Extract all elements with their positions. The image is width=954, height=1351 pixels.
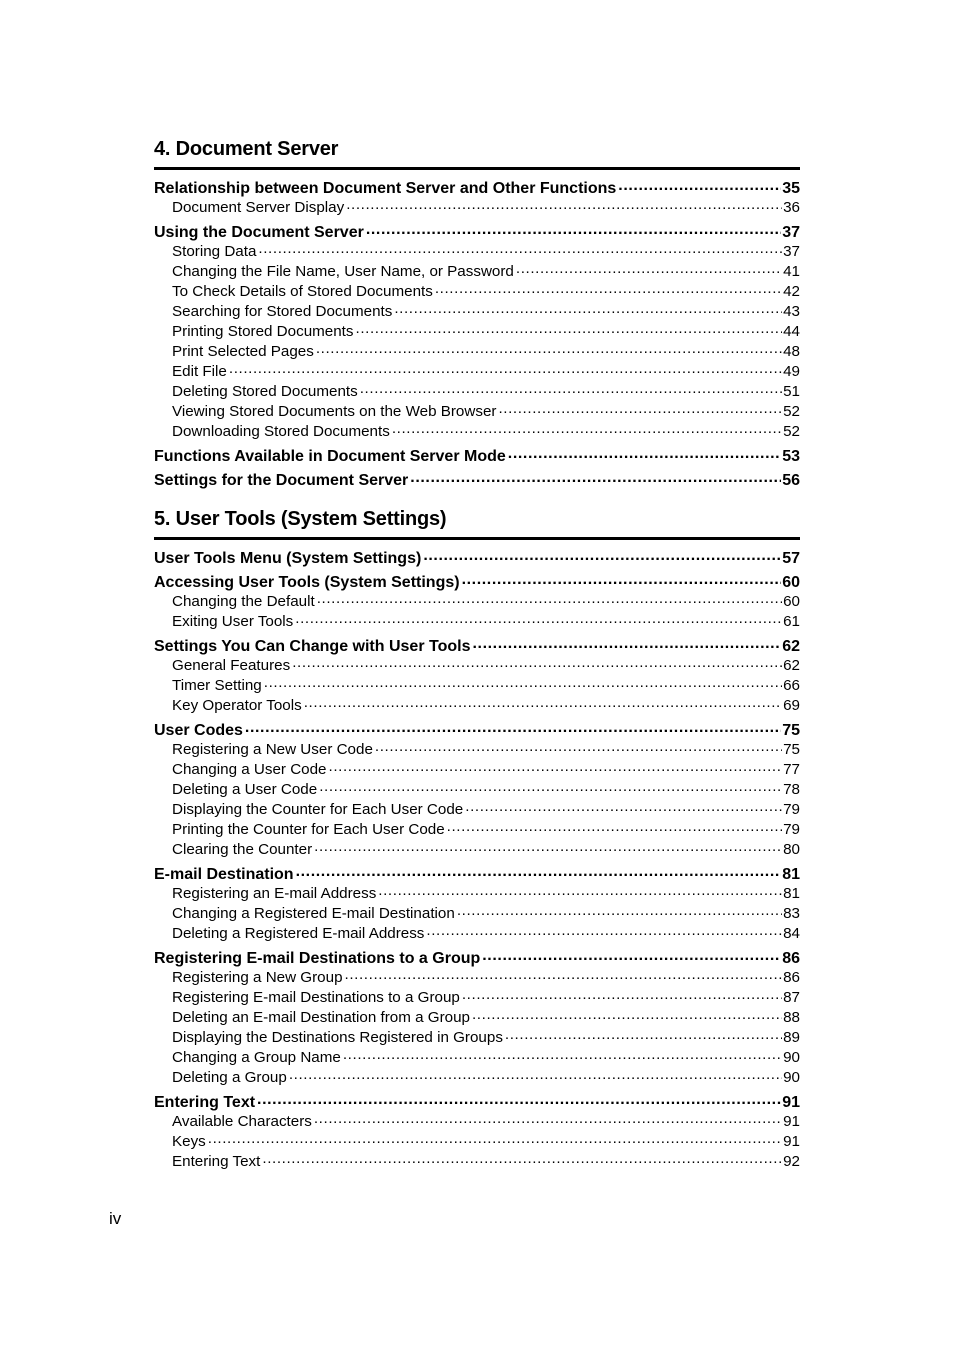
dot-leader xyxy=(472,635,781,651)
toc-entry-title: Changing the Default xyxy=(172,593,315,611)
dot-leader xyxy=(378,883,782,898)
toc-section-entry[interactable] xyxy=(154,177,800,197)
toc-entry-page: 91 xyxy=(783,1133,800,1151)
toc-entry-page: 86 xyxy=(783,969,800,987)
toc-entry-page: 81 xyxy=(783,885,800,903)
toc-entry-title: Viewing Stored Documents on the Web Browser xyxy=(172,403,497,421)
toc-subsection-entry[interactable] xyxy=(154,401,800,421)
dot-leader xyxy=(292,655,782,670)
toc-entry-title: General Features xyxy=(172,657,291,675)
toc-entry-page: 78 xyxy=(783,781,800,799)
toc-entry-title: Displaying the Counter for Each User Code xyxy=(172,801,464,819)
toc-section-entry[interactable] xyxy=(154,863,800,883)
toc-entry-title: Registering a New User Code xyxy=(172,741,373,759)
toc-entry-title: Deleting Stored Documents xyxy=(172,383,358,401)
page-number: iv xyxy=(109,1209,122,1228)
toc-entry-title: E-mail Destination xyxy=(154,866,294,883)
toc-section-entry[interactable] xyxy=(154,445,800,465)
toc-entry-title: Entering Text xyxy=(154,1094,256,1111)
toc-entry-page: 90 xyxy=(783,1049,800,1067)
toc-entry-page: 52 xyxy=(783,403,800,421)
toc-subsection-entry[interactable] xyxy=(154,1131,800,1151)
dot-leader xyxy=(314,1111,782,1126)
toc-entry-page: 77 xyxy=(783,761,800,779)
toc-entry-title: Relationship between Document Server and Other Functions xyxy=(154,180,617,197)
toc-entry-title: Deleting an E-mail Destination from a Group xyxy=(172,1009,470,1027)
dot-leader xyxy=(345,967,783,982)
toc-section-entry[interactable] xyxy=(154,635,800,655)
dot-leader xyxy=(426,923,782,938)
chapter-4 xyxy=(154,135,800,489)
dot-leader xyxy=(375,739,782,754)
toc-entry-title: Displaying the Destinations Registered in Groups xyxy=(172,1029,503,1047)
dot-leader xyxy=(618,177,781,193)
dot-leader xyxy=(465,799,782,814)
toc-subsection-entry[interactable] xyxy=(154,611,800,631)
toc-subsection-entry[interactable] xyxy=(154,883,800,903)
dot-leader xyxy=(343,1047,782,1062)
toc-entry-page: 87 xyxy=(783,989,800,1007)
toc-subsection-entry[interactable] xyxy=(154,923,800,943)
dot-leader xyxy=(295,611,782,626)
chapter-title: 4. Document Server xyxy=(154,135,800,170)
toc-entry-page: 49 xyxy=(783,363,800,381)
toc-entry-title: Registering an E-mail Address xyxy=(172,885,377,903)
toc-subsection-entry[interactable] xyxy=(154,987,800,1007)
toc-entry-title: Clearing the Counter xyxy=(172,841,313,859)
toc-subsection-entry[interactable] xyxy=(154,1027,800,1047)
toc-entry-page: 48 xyxy=(783,343,800,361)
toc-subsection-entry[interactable] xyxy=(154,421,800,441)
toc-subsection-entry[interactable] xyxy=(154,591,800,611)
chapter-5 xyxy=(154,505,800,1171)
toc-entry-page: 52 xyxy=(783,423,800,441)
dot-leader xyxy=(366,221,781,237)
toc-entry-page: 60 xyxy=(782,574,800,591)
toc-entry-page: 79 xyxy=(783,821,800,839)
dot-leader xyxy=(482,947,781,963)
toc-entry-title: Functions Available in Document Server Mode xyxy=(154,448,506,465)
toc-entry-title: To Check Details of Stored Documents xyxy=(172,283,433,301)
chapter-entries xyxy=(154,547,800,1171)
toc-subsection-entry[interactable] xyxy=(154,819,800,839)
toc-section-entry[interactable] xyxy=(154,1091,800,1111)
dot-leader xyxy=(346,197,782,212)
toc-entry-title: Available Characters xyxy=(172,1113,312,1131)
toc-entry-title: Print Selected Pages xyxy=(172,343,314,361)
dot-leader xyxy=(516,261,782,276)
toc-entry-title: Accessing User Tools (System Settings) xyxy=(154,574,460,591)
toc-entry-page: 88 xyxy=(783,1009,800,1027)
toc-entry-title: Exiting User Tools xyxy=(172,613,294,631)
dot-leader xyxy=(472,1007,782,1022)
dot-leader xyxy=(394,301,782,316)
toc-entry-title: Printing the Counter for Each User Code xyxy=(172,821,445,839)
dot-leader xyxy=(258,241,782,256)
toc-entry-title: Registering E-mail Destinations to a Group xyxy=(172,989,460,1007)
toc-entry-page: 51 xyxy=(783,383,800,401)
toc-subsection-entry[interactable] xyxy=(154,261,800,281)
dot-leader xyxy=(229,361,782,376)
toc-entry-page: 75 xyxy=(782,722,800,739)
toc-subsection-entry[interactable] xyxy=(154,1151,800,1171)
chapter-title: 5. User Tools (System Settings) xyxy=(154,505,800,540)
dot-leader xyxy=(498,401,782,416)
toc-entry-page: 89 xyxy=(783,1029,800,1047)
toc-entry-page: 35 xyxy=(782,180,800,197)
toc-subsection-entry[interactable] xyxy=(154,281,800,301)
toc-entry-title: Changing a Registered E-mail Destination xyxy=(172,905,455,923)
toc-entry-title: Registering E-mail Destinations to a Group xyxy=(154,950,481,967)
toc-entry-page: 92 xyxy=(783,1153,800,1171)
toc-entry-title: Registering a New Group xyxy=(172,969,343,987)
toc-subsection-entry[interactable] xyxy=(154,361,800,381)
toc-subsection-entry[interactable] xyxy=(154,759,800,779)
toc-entry-title: Using the Document Server xyxy=(154,224,364,241)
toc-entry-page: 80 xyxy=(783,841,800,859)
toc-entry-page: 44 xyxy=(783,323,800,341)
toc-entry-title: Printing Stored Documents xyxy=(172,323,354,341)
dot-leader xyxy=(329,759,783,774)
toc-entry-page: 43 xyxy=(783,303,800,321)
table-of-contents xyxy=(154,135,800,1171)
toc-entry-page: 53 xyxy=(782,448,800,465)
toc-entry-title: Edit File xyxy=(172,363,227,381)
toc-entry-page: 62 xyxy=(782,638,800,655)
dot-leader xyxy=(508,445,781,461)
dot-leader xyxy=(360,381,782,396)
toc-entry-title: User Codes xyxy=(154,722,243,739)
toc-entry-title: Deleting a Group xyxy=(172,1069,287,1087)
toc-section-entry[interactable] xyxy=(154,947,800,967)
dot-leader xyxy=(356,321,783,336)
dot-leader xyxy=(296,863,782,879)
toc-subsection-entry[interactable] xyxy=(154,1067,800,1087)
dot-leader xyxy=(317,591,782,606)
toc-subsection-entry[interactable] xyxy=(154,1047,800,1067)
toc-entry-page: 37 xyxy=(783,243,800,261)
toc-entry-page: 69 xyxy=(783,697,800,715)
toc-entry-page: 57 xyxy=(782,550,800,567)
toc-entry-page: 84 xyxy=(783,925,800,943)
toc-entry-title: Storing Data xyxy=(172,243,257,261)
toc-entry-title: Changing the File Name, User Name, or Password xyxy=(172,263,514,281)
toc-subsection-entry[interactable] xyxy=(154,301,800,321)
dot-leader xyxy=(316,341,782,356)
toc-entry-page: 79 xyxy=(783,801,800,819)
dot-leader xyxy=(304,695,782,710)
toc-entry-title: User Tools Menu (System Settings) xyxy=(154,550,422,567)
toc-entry-page: 81 xyxy=(782,866,800,883)
toc-entry-page: 90 xyxy=(783,1069,800,1087)
dot-leader xyxy=(262,1151,782,1166)
toc-entry-page: 91 xyxy=(782,1094,800,1111)
chapter-entries xyxy=(154,177,800,489)
toc-entry-title: Key Operator Tools xyxy=(172,697,302,715)
dot-leader xyxy=(447,819,782,834)
toc-entry-title: Downloading Stored Documents xyxy=(172,423,390,441)
toc-subsection-entry[interactable] xyxy=(154,695,800,715)
toc-subsection-entry[interactable] xyxy=(154,675,800,695)
toc-entry-page: 83 xyxy=(783,905,800,923)
toc-entry-page: 61 xyxy=(783,613,800,631)
dot-leader xyxy=(208,1131,782,1146)
toc-entry-page: 60 xyxy=(783,593,800,611)
dot-leader xyxy=(462,987,782,1002)
toc-entry-page: 86 xyxy=(782,950,800,967)
toc-entry-page: 56 xyxy=(782,472,800,489)
toc-entry-title: Deleting a Registered E-mail Address xyxy=(172,925,425,943)
toc-entry-title: Deleting a User Code xyxy=(172,781,318,799)
toc-subsection-entry[interactable] xyxy=(154,799,800,819)
toc-subsection-entry[interactable] xyxy=(154,739,800,759)
toc-entry-title: Document Server Display xyxy=(172,199,345,217)
dot-leader xyxy=(457,903,782,918)
toc-entry-page: 42 xyxy=(783,283,800,301)
dot-leader xyxy=(264,675,782,690)
toc-entry-title: Changing a User Code xyxy=(172,761,327,779)
dot-leader xyxy=(245,719,781,735)
toc-entry-title: Searching for Stored Documents xyxy=(172,303,393,321)
dot-leader xyxy=(257,1091,781,1107)
toc-entry-page: 75 xyxy=(783,741,800,759)
toc-subsection-entry[interactable] xyxy=(154,839,800,859)
toc-entry-page: 66 xyxy=(783,677,800,695)
toc-subsection-entry[interactable] xyxy=(154,655,800,675)
toc-section-entry[interactable] xyxy=(154,469,800,489)
dot-leader xyxy=(410,469,781,485)
dot-leader xyxy=(319,779,782,794)
dot-leader xyxy=(435,281,782,296)
toc-entry-page: 62 xyxy=(783,657,800,675)
toc-entry-page: 37 xyxy=(782,224,800,241)
toc-entry-title: Entering Text xyxy=(172,1153,261,1171)
toc-section-entry[interactable] xyxy=(154,719,800,739)
toc-subsection-entry[interactable] xyxy=(154,381,800,401)
toc-subsection-entry[interactable] xyxy=(154,779,800,799)
toc-subsection-entry[interactable] xyxy=(154,967,800,987)
dot-leader xyxy=(289,1067,782,1082)
toc-entry-title: Settings for the Document Server xyxy=(154,472,409,489)
dot-leader xyxy=(314,839,782,854)
toc-section-entry[interactable] xyxy=(154,547,800,567)
toc-subsection-entry[interactable] xyxy=(154,903,800,923)
toc-subsection-entry[interactable] xyxy=(154,341,800,361)
toc-entry-page: 41 xyxy=(783,263,800,281)
toc-entry-title: Keys xyxy=(172,1133,206,1151)
toc-subsection-entry[interactable] xyxy=(154,241,800,261)
dot-leader xyxy=(462,571,782,587)
toc-entry-title: Settings You Can Change with User Tools xyxy=(154,638,471,655)
dot-leader xyxy=(505,1027,782,1042)
toc-subsection-entry[interactable] xyxy=(154,321,800,341)
toc-section-entry[interactable] xyxy=(154,221,800,241)
dot-leader xyxy=(423,547,781,563)
toc-subsection-entry[interactable] xyxy=(154,1111,800,1131)
toc-subsection-entry[interactable] xyxy=(154,197,800,217)
toc-subsection-entry[interactable] xyxy=(154,1007,800,1027)
toc-section-entry[interactable] xyxy=(154,571,800,591)
toc-entry-page: 36 xyxy=(783,199,800,217)
toc-entry-title: Changing a Group Name xyxy=(172,1049,341,1067)
dot-leader xyxy=(392,421,782,436)
toc-entry-title: Timer Setting xyxy=(172,677,262,695)
toc-entry-page: 91 xyxy=(783,1113,800,1131)
